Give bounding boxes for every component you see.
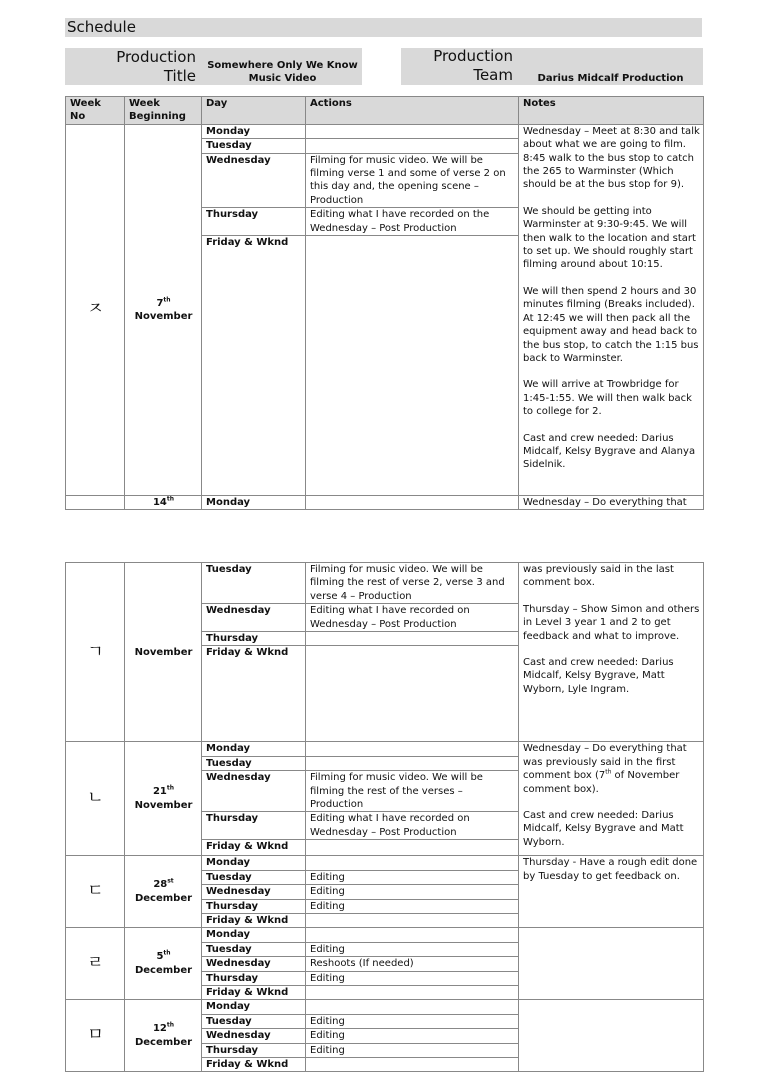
day-cell: Wednesday bbox=[202, 153, 306, 208]
week-number: ㄱ bbox=[66, 563, 125, 742]
day-cell: Friday & Wknd bbox=[202, 913, 306, 927]
action-cell bbox=[306, 913, 519, 927]
day-cell: Tuesday bbox=[202, 563, 306, 604]
notes-cell bbox=[519, 1000, 704, 1072]
col-week-beginning: Week Beginning bbox=[125, 97, 202, 125]
action-cell bbox=[306, 1057, 519, 1071]
action-cell: Filming for music video. We will be filming verse 1 and some of verse 2 on this day and, the opening scene – Production bbox=[306, 153, 519, 208]
notes-cell: Wednesday – Meet at 8:30 and talk about what we are going to film. 8:45 walk to the bus stop to catch the 265 to Warminster (Which should be at the bus stop for 9). We should be getting into Warminster at 9:30-9:45. We will then walk to the location and start to set up. We should roughly start filming around about 10:15. We will then spend 2 hours and 30 minutes filming (Breaks included). At 12:45 we will then pack all the equipment away and head back to the bus stop, to catch the 1:15 bus back to Warminster. We will arrive at Trowbridge for 1:45-1:55. We will then walk back to college for 2. Cast and crew needed: Darius Midcalf, Kelsy Bygrave and Alanya Sidelnik. bbox=[519, 124, 704, 495]
production-title-label: Production Title bbox=[116, 48, 196, 85]
week-number: ㄷ bbox=[66, 856, 125, 928]
day-cell: Tuesday bbox=[202, 942, 306, 956]
action-cell: Editing bbox=[306, 942, 519, 956]
table-row bbox=[66, 928, 704, 942]
action-cell: Editing bbox=[306, 971, 519, 985]
schedule-table-page-1 bbox=[65, 96, 704, 510]
day-cell: Friday & Wknd bbox=[202, 646, 306, 742]
week-number: ㅈ bbox=[66, 124, 125, 495]
action-cell bbox=[306, 236, 519, 496]
notes-cell bbox=[519, 928, 704, 1000]
action-cell bbox=[306, 1000, 519, 1014]
table-row bbox=[66, 1000, 704, 1014]
day-cell: Wednesday bbox=[202, 771, 306, 812]
action-cell bbox=[306, 496, 519, 510]
action-cell: Editing bbox=[306, 1029, 519, 1043]
col-actions: Actions bbox=[306, 97, 519, 125]
notes-cell: Thursday - Have a rough edit done by Tuesday to get feedback on. bbox=[519, 856, 704, 928]
action-cell: Editing what I have recorded on the Wednesday – Post Production bbox=[306, 208, 519, 236]
week-number bbox=[66, 496, 125, 510]
table-row bbox=[66, 563, 704, 604]
day-cell: Thursday bbox=[202, 971, 306, 985]
day-cell: Friday & Wknd bbox=[202, 985, 306, 999]
action-cell bbox=[306, 985, 519, 999]
action-cell bbox=[306, 856, 519, 870]
day-cell: Monday bbox=[202, 742, 306, 756]
day-cell: Thursday bbox=[202, 812, 306, 840]
notes-cell: Wednesday – Do everything that was previously said in the first comment box (7th of November comment box). Cast and crew needed: Darius Midcalf, Kelsy Bygrave and Matt Wyborn. bbox=[519, 742, 704, 856]
day-cell: Monday bbox=[202, 928, 306, 942]
day-cell: Thursday bbox=[202, 899, 306, 913]
action-cell: Editing what I have recorded on Wednesday – Post Production bbox=[306, 812, 519, 840]
day-cell: Monday bbox=[202, 856, 306, 870]
action-cell: Reshoots (If needed) bbox=[306, 957, 519, 971]
week-beginning: 5th December bbox=[125, 928, 202, 1000]
action-cell: Editing bbox=[306, 870, 519, 884]
action-cell: Editing bbox=[306, 899, 519, 913]
table-row bbox=[66, 856, 704, 870]
action-cell bbox=[306, 928, 519, 942]
day-cell: Monday bbox=[202, 124, 306, 138]
week-beginning: 7th November bbox=[125, 124, 202, 495]
day-cell: Wednesday bbox=[202, 885, 306, 899]
notes-cell: Wednesday – Do everything that bbox=[519, 496, 704, 510]
col-day: Day bbox=[202, 97, 306, 125]
week-number: ㄹ bbox=[66, 928, 125, 1000]
day-cell: Wednesday bbox=[202, 957, 306, 971]
week-beginning: 28st December bbox=[125, 856, 202, 928]
day-cell: Tuesday bbox=[202, 870, 306, 884]
action-cell: Editing what I have recorded on Wednesday – Post Production bbox=[306, 604, 519, 632]
table-row bbox=[66, 496, 704, 510]
week-beginning: 21th November bbox=[125, 742, 202, 856]
action-cell bbox=[306, 139, 519, 153]
action-cell bbox=[306, 742, 519, 756]
day-cell: Friday & Wknd bbox=[202, 1057, 306, 1071]
day-cell: Friday & Wknd bbox=[202, 840, 306, 856]
action-cell: Editing bbox=[306, 1043, 519, 1057]
week-number: ㅁ bbox=[66, 1000, 125, 1072]
day-cell: Tuesday bbox=[202, 756, 306, 770]
day-cell: Thursday bbox=[202, 208, 306, 236]
action-cell bbox=[306, 632, 519, 646]
action-cell: Filming for music video. We will be filming the rest of the verses – Production bbox=[306, 771, 519, 812]
day-cell: Tuesday bbox=[202, 1014, 306, 1028]
week-number: ㄴ bbox=[66, 742, 125, 856]
schedule-table-page-2 bbox=[65, 562, 704, 1072]
action-cell: Editing bbox=[306, 885, 519, 899]
production-title-value: Somewhere Only We Know Music Video bbox=[207, 60, 358, 84]
day-cell: Thursday bbox=[202, 1043, 306, 1057]
day-cell: Tuesday bbox=[202, 139, 306, 153]
table-row bbox=[66, 124, 704, 138]
day-cell: Friday & Wknd bbox=[202, 236, 306, 496]
notes-cell: was previously said in the last comment box. Thursday – Show Simon and others in Level 3 year 1 and 2 to get feedback and what to improve. Cast and crew needed: Darius Midcalf, Kelsy Bygrave, Matt Wyborn, Lyle Ingram. bbox=[519, 563, 704, 742]
action-cell bbox=[306, 124, 519, 138]
table-header-row bbox=[66, 97, 704, 125]
action-cell bbox=[306, 756, 519, 770]
week-beginning: 12th December bbox=[125, 1000, 202, 1072]
action-cell: Filming for music video. We will be filming the rest of verse 2, verse 3 and verse 4 – Production bbox=[306, 563, 519, 604]
production-team-label: Production Team bbox=[433, 47, 513, 84]
action-cell bbox=[306, 646, 519, 742]
action-cell: Editing bbox=[306, 1014, 519, 1028]
week-beginning-continued: 14th bbox=[125, 496, 202, 510]
day-cell: Monday bbox=[202, 496, 306, 510]
schedule-title: Schedule bbox=[65, 18, 702, 37]
col-week-no: Week No bbox=[66, 97, 125, 125]
day-cell: Thursday bbox=[202, 632, 306, 646]
table-row bbox=[66, 742, 704, 756]
week-beginning: November bbox=[125, 563, 202, 742]
day-cell: Wednesday bbox=[202, 1029, 306, 1043]
col-notes: Notes bbox=[519, 97, 704, 125]
day-cell: Wednesday bbox=[202, 604, 306, 632]
action-cell bbox=[306, 840, 519, 856]
production-team-value: Darius Midcalf Production bbox=[537, 73, 684, 84]
day-cell: Monday bbox=[202, 1000, 306, 1014]
